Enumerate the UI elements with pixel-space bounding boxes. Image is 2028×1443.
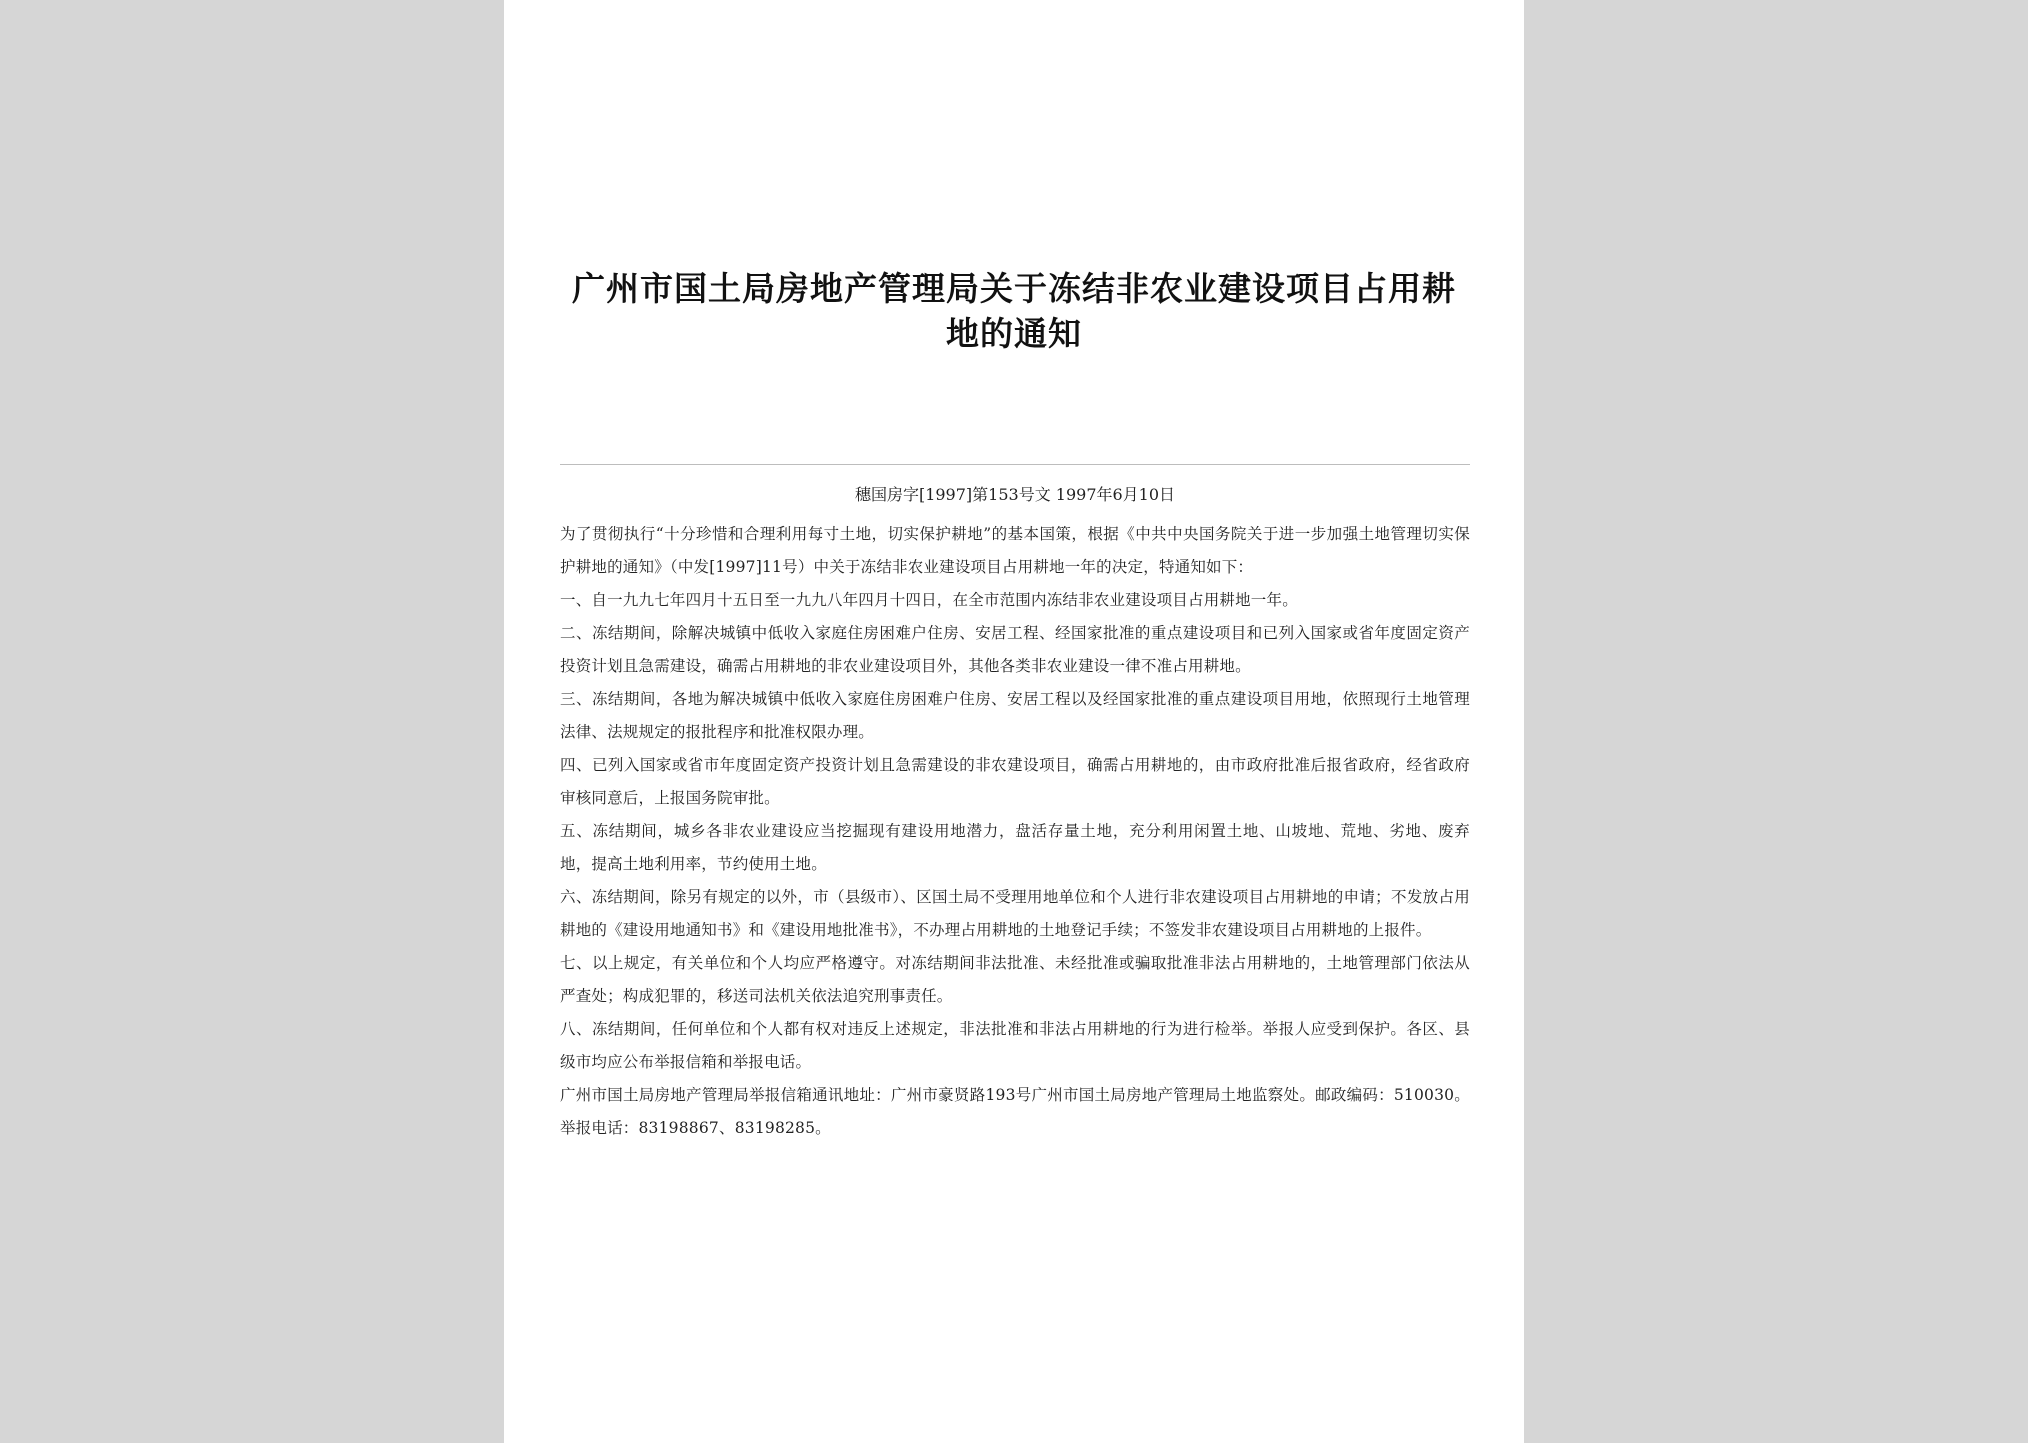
- paragraph-item-2: 二、冻结期间，除解决城镇中低收入家庭住房困难户住房、安居工程、经国家批准的重点建设项目和已列入国家或省年度固定资产投资计划且急需建设，确需占用耕地的非农业建设项目外，其他各类非农业建设一律不准占用耕地。: [560, 624, 1470, 675]
- paragraph-item-1: 一、自一九九七年四月十五日至一九九八年四月十四日，在全市范围内冻结非农业建设项目占用耕地一年。: [560, 591, 1298, 609]
- paragraph-item-7: 七、以上规定，有关单位和个人均应严格遵守。对冻结期间非法批准、未经批准或骗取批准非法占用耕地的，土地管理部门依法从严查处；构成犯罪的，移送司法机关依法追究刑事责任。: [560, 954, 1470, 1005]
- document-body: [560, 518, 1470, 1145]
- paragraph-item-8: 八、冻结期间，任何单位和个人都有权对违反上述规定，非法批准和非法占用耕地的行为进行检举。举报人应受到保护。各区、县级市均应公布举报信箱和举报电话。: [560, 1020, 1470, 1071]
- paragraph-item-3: 三、冻结期间，各地为解决城镇中低收入家庭住房困难户住房、安居工程以及经国家批准的重点建设项目用地，依照现行土地管理法律、法规规定的报批程序和批准权限办理。: [560, 690, 1470, 741]
- header-divider: [560, 464, 1470, 465]
- document-number: 穗国房字[1997]第153号文 1997年6月10日: [854, 485, 1176, 504]
- paragraph-item-5: 五、冻结期间，城乡各非农业建设应当挖掘现有建设用地潜力，盘活存量土地，充分利用闲置土地、山坡地、荒地、劣地、废弃地，提高土地利用率，节约使用土地。: [560, 822, 1470, 873]
- paragraph-contact: 广州市国土局房地产管理局举报信箱通讯地址：广州市豪贤路193号广州市国土局房地产管理局土地监察处。邮政编码：510030。举报电话：83198867、83198285。: [560, 1086, 1470, 1137]
- paragraph-item-6: 六、冻结期间，除另有规定的以外，市（县级市）、区国土局不受理用地单位和个人进行非农建设项目占用耕地的申请；不发放占用耕地的《建设用地通知书》和《建设用地批准书》，不办理占用耕地的土地登记手续；不签发非农建设项目占用耕地的上报件。: [560, 888, 1470, 939]
- paragraph-item-4: 四、已列入国家或省市年度固定资产投资计划且急需建设的非农建设项目，确需占用耕地的，由市政府批准后报省政府，经省政府审核同意后，上报国务院审批。: [560, 756, 1470, 807]
- document-page: [504, 0, 1524, 1443]
- paragraph-intro: 为了贯彻执行“十分珍惜和合理利用每寸土地，切实保护耕地”的基本国策，根据《中共中央国务院关于进一步加强土地管理切实保护耕地的通知》（中发[1997]11号）中关于冻结非农业建设项目占用耕地一年的决定，特通知如下：: [560, 525, 1470, 576]
- document-title: 广州市国土局房地产管理局关于冻结非农业建设项目占用耕地的通知: [572, 269, 1456, 353]
